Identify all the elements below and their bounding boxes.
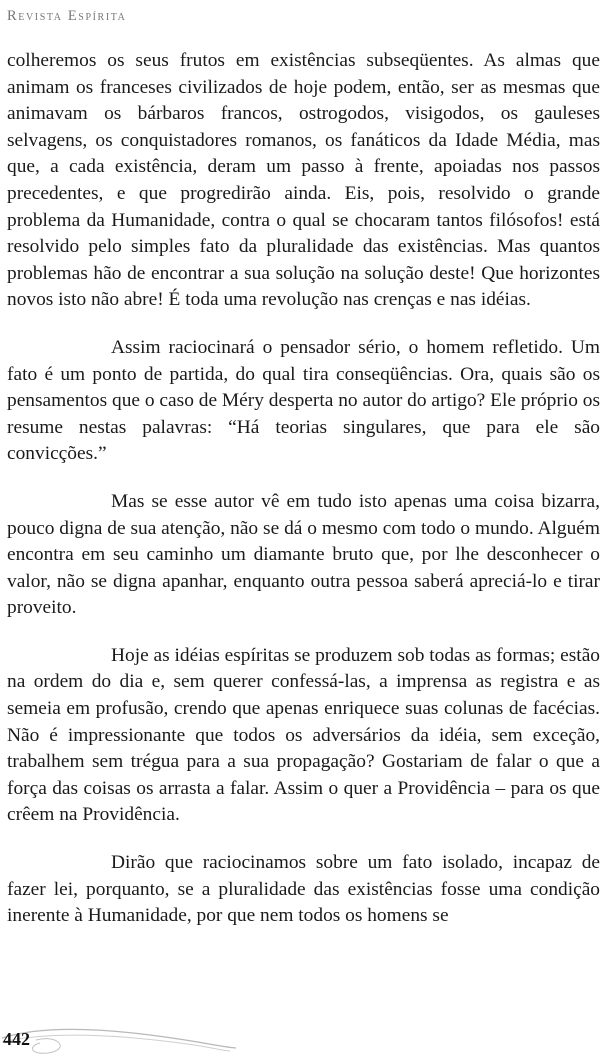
paragraph: Hoje as idéias espíritas se produzem sob todas as formas; estão na ordem do dia e, sem querer confessá-las, a imprensa as registra e as semeia em profusão, crendo que apenas enriquece suas colunas de facécias. Não é impressionante que todos os adversários da idéia, sem exceção, trabalhem sem trégua para a sua propagação? Gostariam de falar o que a força das coisas os arrasta a falar. Assim o quer a Providência – para os que crêem na Providência.	[7, 644, 600, 826]
paragraph: colheremos os seus frutos em existências subseqüentes. As almas que animam os franceses civilizados de hoje podem, então, ser as mesmas que animavam os bárbaros francos, ostrogodos, visigodos, os gauleses selvagens, os conquistadores romanos, os fanáticos da Idade Média, mas que, a cada existência, deram um passo à frente, apoiadas nos passos precedentes, e que progredirão ainda. Eis, pois, resolvido o grande problema da Humanidade, contra o qual se chocaram tantos filósofos! está resolvido pelo simples fato da pluralidade das existências. Mas quantos problemas hão de encontrar a sua solução na solução deste! Que horizontes novos isto não abre! É toda uma revolução nas crenças e nas idéias.	[7, 50, 600, 311]
paragraph: Mas se esse autor vê em tudo isto apenas uma coisa bizarra, pouco digna de sua atenção, não se dá o mesmo com todo o mundo. Alguém encontra em seu caminho um diamante bruto que, por lhe desconhecer o valor, não se digna apanhar, enquanto outra pessoa saberá apreciá-lo e tirar proveito.	[7, 490, 600, 619]
running-head: Revista Espírita	[7, 8, 127, 24]
paragraph: Dirão que raciocinamos sobre um fato isolado, incapaz de fazer lei, porquanto, se a pluralidade das existências fosse uma condição inerente à Humanidade, por que nem todos os homens se	[7, 852, 600, 927]
page-footer	[0, 1016, 240, 1056]
page-body	[7, 48, 600, 951]
page-number: 442	[3, 1029, 30, 1049]
paragraph: Assim raciocinará o pensador sério, o homem refletido. Um fato é um ponto de partida, do qual tira conseqüências. Ora, quais são os pensamentos que o caso de Méry desperta no autor do artigo? Ele próprio os resume nestas palavras: “Há teorias singulares, que para ele são convicções.”	[7, 336, 600, 465]
folio-swoosh-ornament	[0, 1016, 240, 1056]
